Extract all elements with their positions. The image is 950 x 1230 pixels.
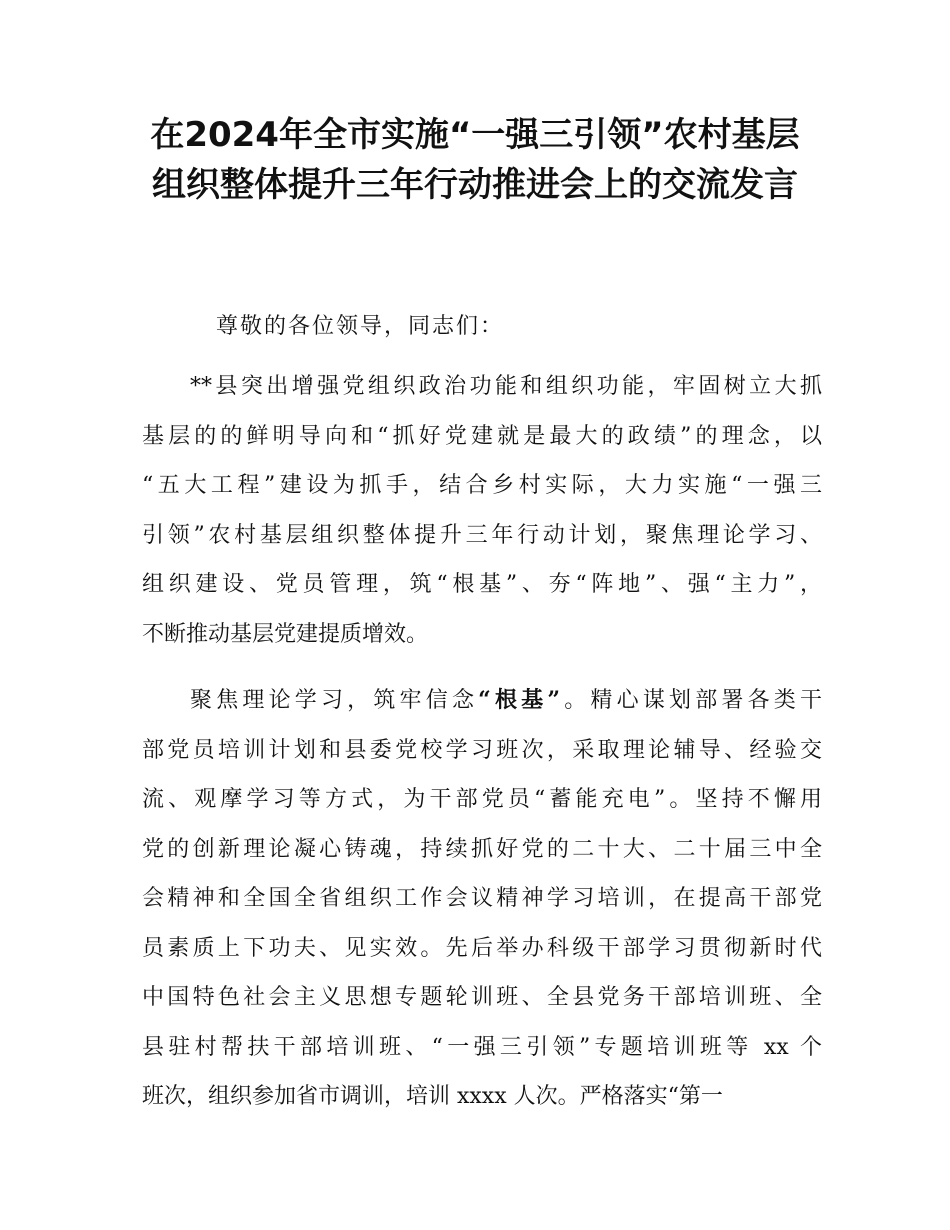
heading-emphasis: “根基”: [478, 687, 561, 713]
text-line: 县驻村帮扶干部培训班、“一强三引领”专题培训班等 xx 个: [142, 1034, 822, 1060]
text-line: 组织建设、党员管理，筑“根基”、夯“阵地”、强“主力”，: [142, 572, 822, 597]
text-line: 流、观摩学习等方式，为干部党员“蓄能充电”。坚持不懈用: [142, 787, 822, 812]
heading-suffix: 。精心谋划部署各类干: [560, 688, 822, 713]
text-line: 会精神和全国全省组织工作会议精神学习培训，在提高干部党: [142, 886, 822, 911]
text-line: 党的创新理论凝心铸魂，持续抓好党的二十大、二十届三中全: [142, 836, 822, 862]
heading-prefix: 聚焦理论学习，筑牢信念: [190, 688, 479, 713]
text-line: **县突出增强党组织政治功能和组织功能，牢固树立大抓: [190, 374, 822, 399]
paragraph-theory-study: [142, 676, 822, 1122]
text-line: [142, 676, 822, 726]
title-line-1: 在2024年全市实施“一强三引领”农村基层: [150, 115, 800, 155]
paragraph-intro: [142, 362, 822, 659]
text-line: 班次，组织参加省市调训，培训 xxxx 人次。严格落实“第一: [142, 1084, 723, 1109]
text-line: 基层的的鲜明导向和“抓好党建就是最大的政绩”的理念，以: [142, 423, 822, 449]
title-line-2: 组织整体提升三年行动推进会上的交流发言: [152, 165, 798, 205]
document-title: [120, 110, 830, 210]
text-line: 员素质上下功夫、见实效。先后举办科级干部学习贯彻新时代: [142, 935, 822, 961]
salutation: 尊敬的各位领导，同志们：: [216, 314, 505, 339]
text-line: 部党员培训计划和县委党校学习班次，采取理论辅导、经验交: [142, 737, 822, 763]
text-line: 中国特色社会主义思想专题轮训班、全县党务干部培训班、全: [142, 985, 822, 1010]
text-line: 引领”农村基层组织整体提升三年行动计划，聚焦理论学习、: [142, 522, 822, 548]
text-line: 不断推动基层党建提质增效。: [142, 621, 429, 647]
text-line: “五大工程”建设为抓手，结合乡村实际，大力实施“一强三: [142, 473, 822, 498]
